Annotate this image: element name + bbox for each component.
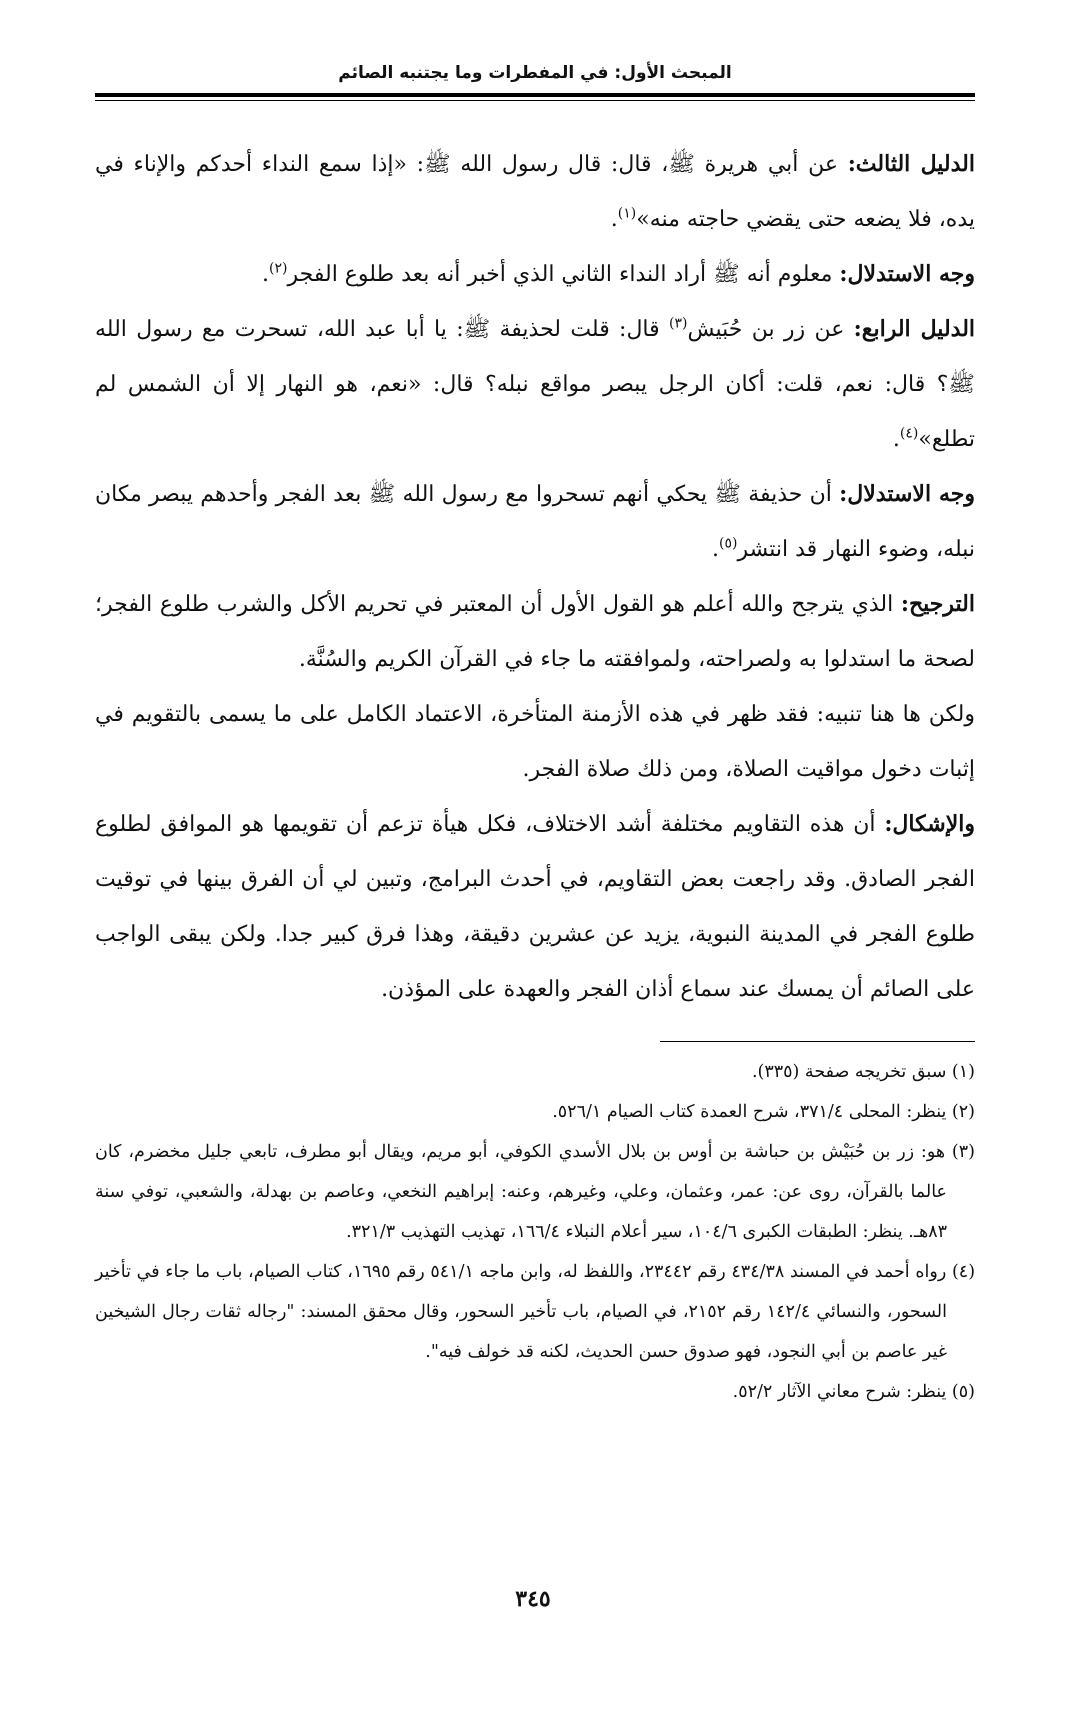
paragraph-inference-2: وجه الاستدلال: أن حذيفة ﷺ يحكي أنهم تسحروا مع رسول الله ﷺ بعد الفجر وأحدهم يبصر مكان نبله، وضوء النهار قد انتشر$^{(٥)}$. [95, 481, 975, 562]
page-number: ٣٤٥ [515, 1586, 551, 1612]
footnote-2: (٢) ينظر: المحلى ٣٧١/٤، شرح العمدة كتاب الصيام ٥٢٦/١. [552, 1102, 975, 1122]
body-text [95, 137, 975, 1017]
footnote-ref[interactable]: (١) [617, 205, 637, 222]
footnote-ref[interactable]: (٢) [269, 260, 288, 277]
footnote-ref[interactable]: (٤) [899, 425, 919, 442]
footnotes [95, 1052, 975, 1412]
footnote-separator [660, 1041, 975, 1042]
page [95, 55, 975, 1412]
paragraph-inference-1: وجه الاستدلال: معلوم أنه ﷺ أراد النداء الثاني الذي أخبر أنه بعد طلوع الفجر$^{(٢)}$. [262, 260, 975, 287]
footnote-ref[interactable]: (٥) [718, 535, 738, 552]
footnote-5: (٥) ينظر: شرح معاني الآثار ٥٢/٢. [732, 1382, 975, 1402]
header-rule-thin [95, 100, 975, 101]
paragraph-evidence-4: الدليل الرابع: عن زر بن حُبَيش$^{(٣)}$ قال: قلت لحذيفة ﷺ: يا أبا عبد الله، تسحرت مع رسول الله ﷺ؟ قال: نعم، قلت: أكان الرجل يبصر مواقع نبله؟ قال: «نعم، هو النهار إلا أن الشمس لم تطلع»$^{(٤)}$. [95, 315, 976, 452]
running-header: المبحث الأول: في المفطرات وما يجتنبه الصائم [338, 63, 732, 83]
footnote-ref[interactable]: (٣) [668, 315, 688, 332]
paragraph-note: ولكن ها هنا تنبيه: فقد ظهر في هذه الأزمنة المتأخرة، الاعتماد الكامل على ما يسمى بالتقويم في إثبات دخول مواقيت الصلاة، ومن ذلك صلاة الفجر. [95, 702, 975, 782]
footnote-3: (٣) هو: زر بن حُبَيْش بن حباشة بن أوس بن بلال الأسدي الكوفي، أبو مريم، ويقال أبو مطرف، تابعي جليل مخضرم، كان عالما بالقرآن، روى عن: عمر، وعثمان، وعلي، وغيرهم، وعنه: إبراهيم النخعي، وعاصم بن بهدلة، والشعبي، توفي سنة ٨٣هـ. ينظر: الطبقات الكبرى ١٠٤/٦، سير أعلام النبلاء ١٦٦/٤، تهذيب التهذيب ٣٢١/٣. [95, 1142, 975, 1242]
paragraph-preference: الترجيح: الذي يترجح والله أعلم هو القول الأول أن المعتبر في تحريم الأكل والشرب طلوع الفجر؛ لصحة ما استدلوا به ولصراحته، ولموافقته ما جاء في القرآن الكريم والسُنَّة. [95, 591, 975, 672]
footnote-1: (١) سبق تخريجه صفحة (٣٣٥). [751, 1062, 975, 1082]
footnote-4: (٤) رواه أحمد في المسند ٤٣٤/٣٨ رقم ٢٣٤٤٢، واللفظ له، وابن ماجه ٥٤١/١ رقم ١٦٩٥، كتاب الصيام، باب ما جاء في تأخير السحور، والنسائي ١٤٢/٤ رقم ٢١٥٢، في الصيام، باب تأخير السحور، وقال محقق المسند: "رجاله ثقات رجال الشيخين غير عاصم بن أبي النجود، فهو صدوق حسن الحديث، لكنه قد خولف فيه". [95, 1262, 976, 1362]
paragraph-evidence-3: الدليل الثالث: عن أبي هريرة ﷺ، قال: قال رسول الله ﷺ: «إذا سمع النداء أحدكم والإناء في يده، فلا يضعه حتى يقضي حاجته منه»$^{(١)}$. [95, 151, 975, 232]
header-rule-thick [95, 93, 975, 97]
paragraph-problem: والإشكال: أن هذه التقاويم مختلفة أشد الاختلاف، فكل هيأة تزعم أن تقويمها هو الموافق لطلوع الفجر الصادق. وقد راجعت بعض التقاويم، في أحدث البرامج، وتبين لي أن الفرق بينها في توقيت طلوع الفجر في المدينة النبوية، يزيد عن عشرين دقيقة، وهذا فرق كبير جدا. ولكن يبقى الواجب على الصائم أن يمسك عند سماع أذان الفجر والعهدة على المؤذن. [95, 811, 975, 1002]
